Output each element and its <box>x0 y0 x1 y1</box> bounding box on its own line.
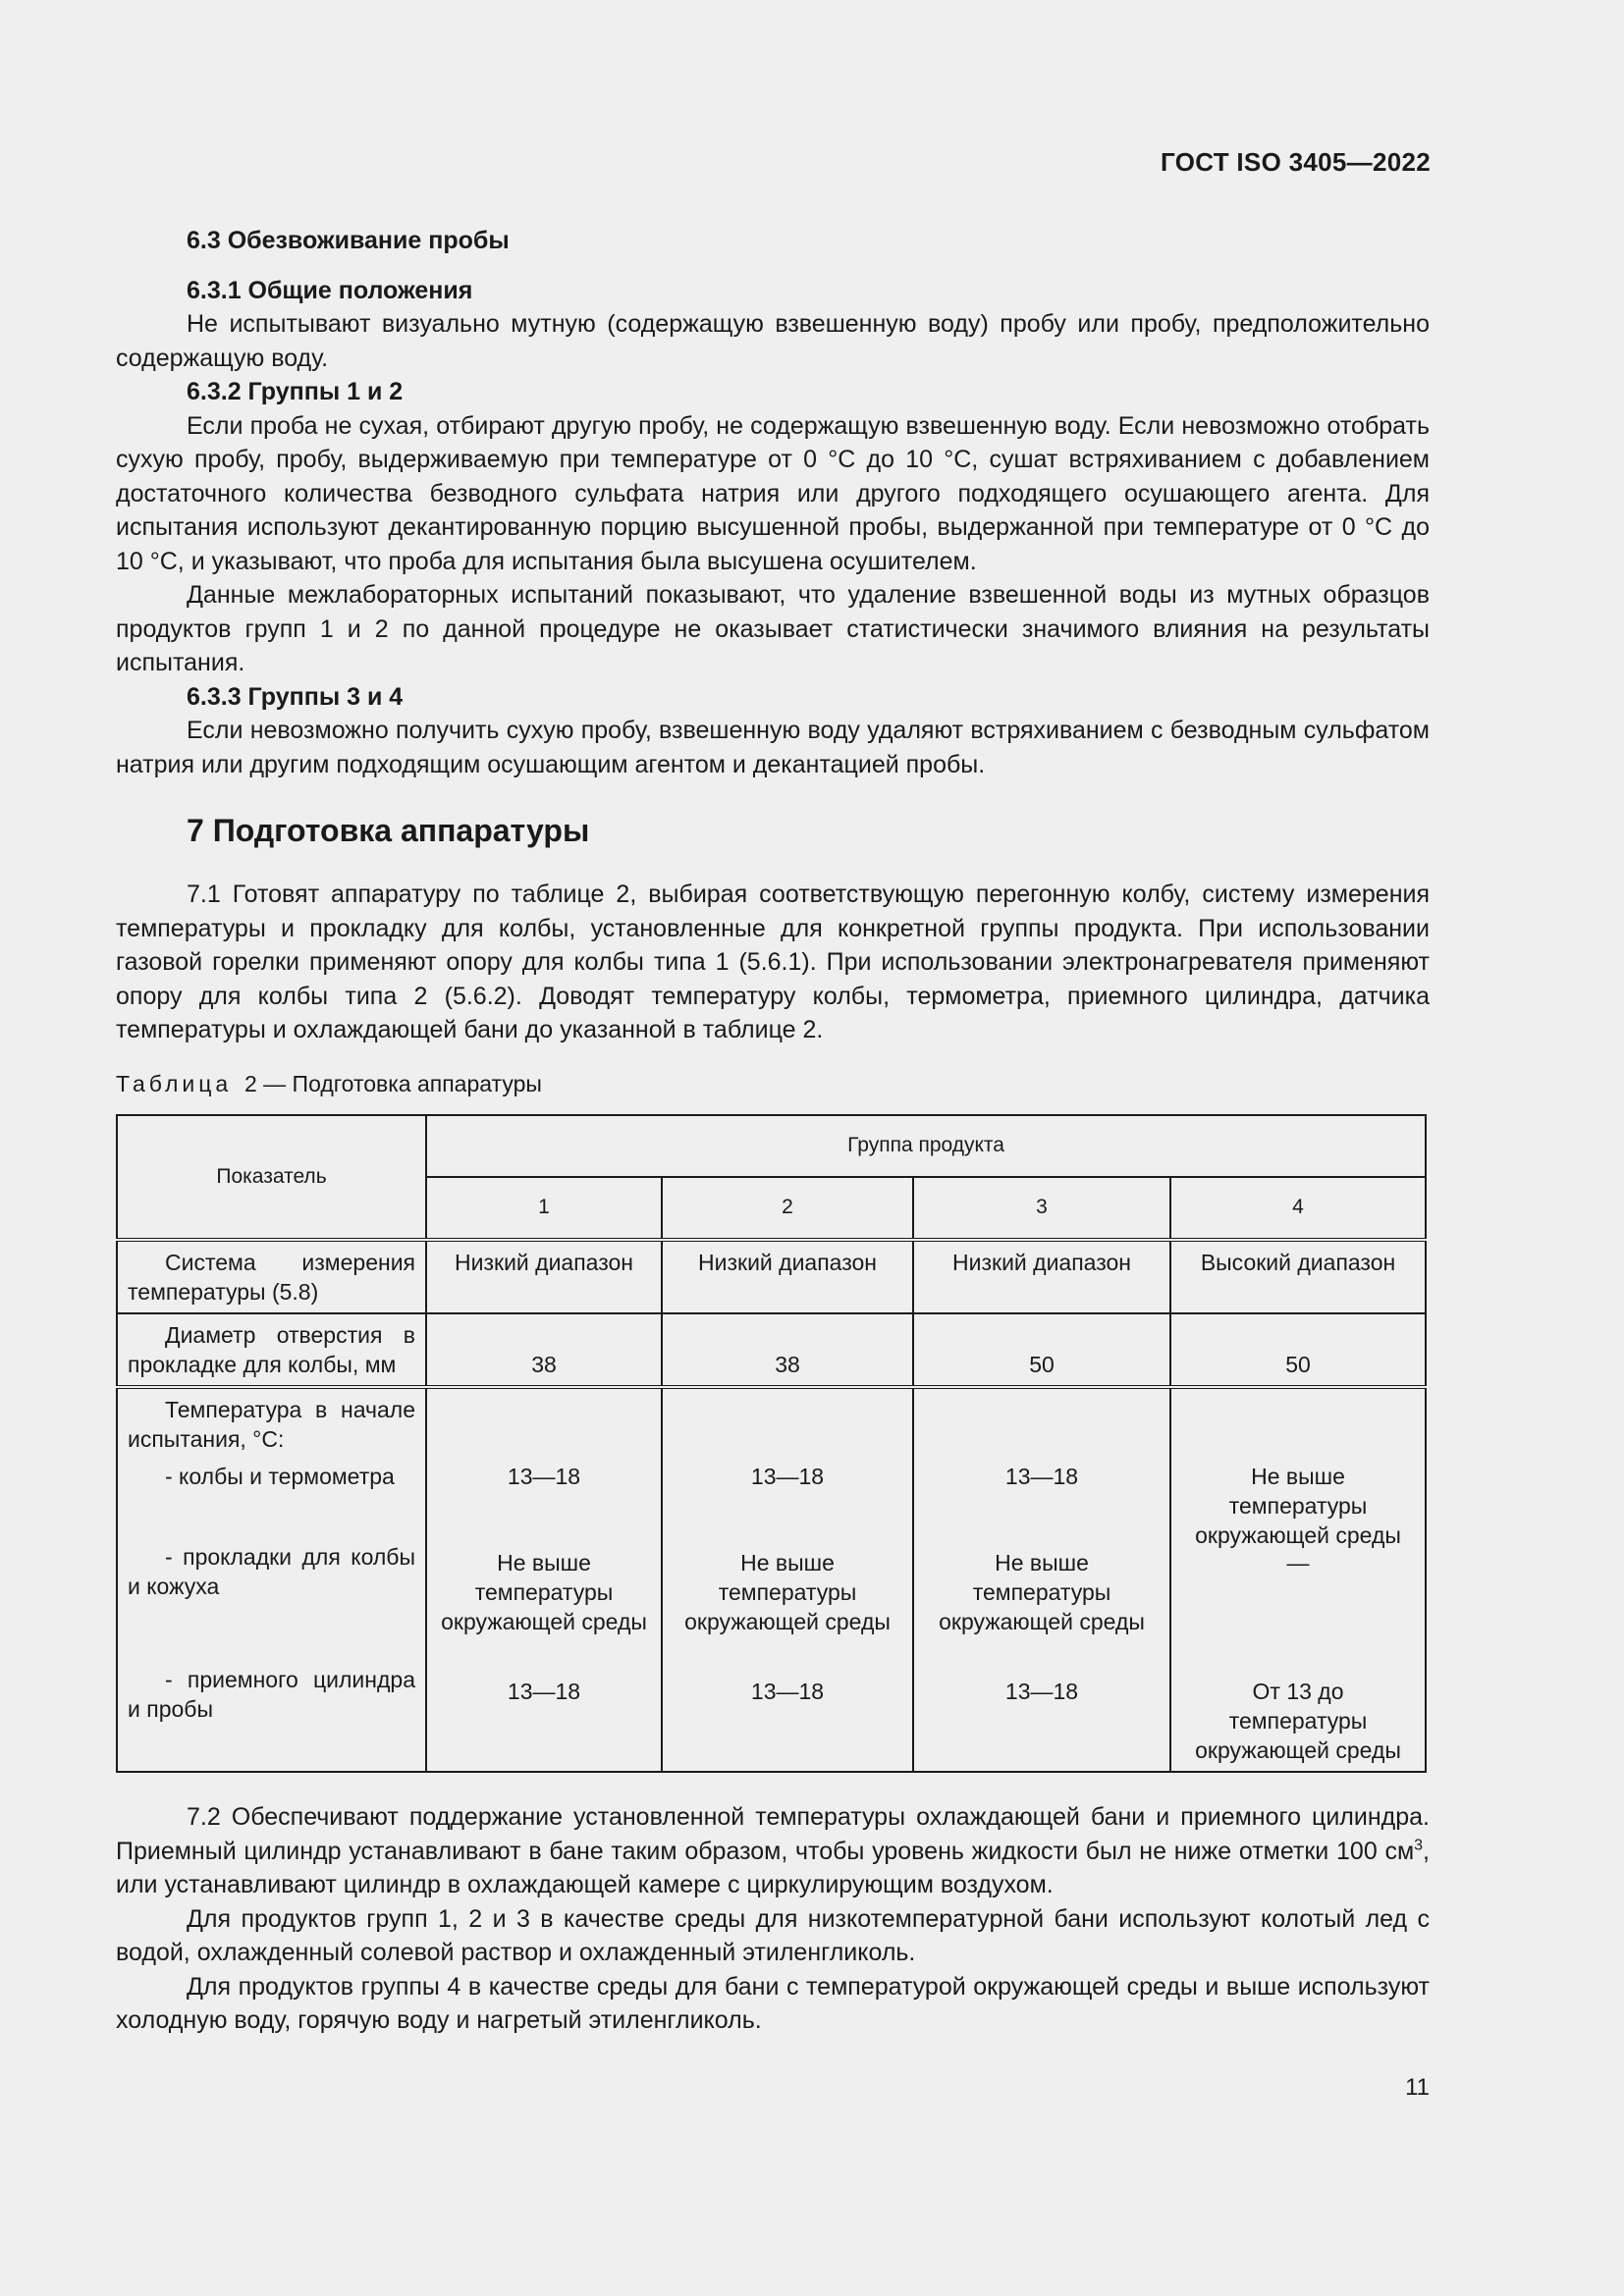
header-product-group: Группа продукта <box>426 1115 1426 1177</box>
header-group-1: 1 <box>426 1177 662 1240</box>
row-temp-g3 <box>913 1387 1170 1772</box>
section-6-3-3-paragraph: Если невозможно получить сухую пробу, взвешенную воду удаляют встряхиванием с безводным сульфатом натрия или другим подходящим осушающим агентом и декантацией пробы. <box>116 717 1430 778</box>
temp-sub1-g2: 13—18 <box>750 1464 825 1489</box>
header-group-4: 4 <box>1170 1177 1426 1240</box>
table-row <box>117 1313 1426 1387</box>
temp-sub2-g2: Не выше температуры окружающей среды <box>684 1550 891 1634</box>
section-6-3-3-title: 6.3.3 Группы 3 и 4 <box>187 682 404 711</box>
apparatus-table <box>116 1114 1427 1773</box>
temp-sub3-g2: 13—18 <box>750 1679 825 1704</box>
section-6-3-2-paragraph-1: Если проба не сухая, отбирают другую пробу, не содержащую взвешенную воду. Если невозможно отобрать сухую пробу, пробу, выдерживаемую при температуре от 0 °С до 10 °С, сушат встряхиванием с добавлением достаточного количества безводного сульфата натрия или другого подходящего осушающего агента. Для испытания используют декантированную порцию высушенной пробы, выдержанной при температуре от 0 °С до 10 °С, и указывают, что проба для испытания была высушена осушителем. <box>116 411 1430 575</box>
page-number: 11 <box>1405 2074 1430 2101</box>
row-diameter-g1: 38 <box>426 1313 662 1387</box>
table-caption <box>116 1067 1430 1101</box>
table-header-row <box>117 1115 1426 1177</box>
section-6-3-2-paragraph-2: Данные межлабораторных испытаний показывают, что удаление взвешенной воды из мутных образцов продуктов групп 1 и 2 по данной процедуре не оказывает статистически значимого влияния на результаты испытания. <box>116 581 1430 676</box>
temp-sub3-g1: 13—18 <box>507 1679 581 1704</box>
section-7-1-paragraph: 7.1 Готовят аппаратуру по таблице 2, выбирая соответствующую перегонную колбу, систему измерения температуры и прокладку для колбы, установленные для конкретной группы продукта. При использовании газовой горелки применяют опору для колбы типа 1 (5.6.1). При использовании электронагревателя применяют опору для колбы типа 2 (5.6.2). Доводят температуру колбы, термометра, приемного цилиндра, датчика температуры и охлаждающей бани до указанной в таблице 2. <box>116 881 1430 1043</box>
temp-sub1-label: - колбы и термометра <box>165 1464 395 1489</box>
row-temp-label <box>117 1387 426 1772</box>
temp-sub2-g3: Не выше температуры окружающей среды <box>939 1550 1145 1634</box>
section-6-3-2-title: 6.3.2 Группы 1 и 2 <box>187 378 404 405</box>
row-temp-g4 <box>1170 1387 1426 1772</box>
row-diameter-g4: 50 <box>1170 1313 1426 1387</box>
row-system-g1: Низкий диапазон <box>426 1240 662 1313</box>
header-group-3: 3 <box>913 1177 1170 1240</box>
table-caption-label: Таблица <box>116 1070 233 1096</box>
temp-sub1-g1: 13—18 <box>507 1464 581 1489</box>
temp-sub1-g4: Не выше температуры окружающей среды <box>1195 1464 1401 1548</box>
table-caption-text: 2 — Подготовка аппаратуры <box>244 1070 542 1096</box>
table-row <box>117 1387 1426 1772</box>
row-temp-g2 <box>662 1387 913 1772</box>
section-6-3-1-paragraph: Не испытывают визуально мутную (содержащую взвешенную воду) пробу или пробу, предположительно содержащую воду. <box>116 310 1430 372</box>
section-7-2-paragraph: 7.2 Обеспечивают поддержание установленной температуры охлаждающей бани и приемного цилиндра. Приемный цилиндр устанавливают в бане таким образом, чтобы уровень жидкости был не ниже отметки 100 $см^3$, или устанавливают цилиндр в охлаждающей камере с циркулирующим воздухом. <box>116 1803 1430 1898</box>
section-6-3-1-title: 6.3.1 Общие положения <box>187 276 473 304</box>
header-indicator: Показатель <box>117 1115 426 1240</box>
page-content <box>116 224 1430 2038</box>
section-7-2-paragraph-2: Для продуктов групп 1, 2 и 3 в качестве среды для низкотемпературной бани используют колотый лед с водой, охлажденный солевой раствор и охлажденный этиленгликоль. <box>116 1904 1430 1966</box>
temp-sub2-g1: Не выше температуры окружающей среды <box>441 1550 647 1634</box>
standard-code: ГОСТ ISO 3405—2022 <box>1161 147 1431 177</box>
temp-sub3-g3: 13—18 <box>1004 1679 1079 1704</box>
row-system-g4: Высокий диапазон <box>1170 1240 1426 1313</box>
header-group-2: 2 <box>662 1177 913 1240</box>
row-diameter-g3: 50 <box>913 1313 1170 1387</box>
temp-label-main: Температура в начале испытания, °С: <box>128 1397 415 1452</box>
table-row <box>117 1240 1426 1313</box>
section-7-title: 7 Подготовка аппаратуры <box>187 813 590 848</box>
temp-sub3-g4: От 13 до температуры окружающей среды <box>1195 1679 1401 1763</box>
temp-sub1-g3: 13—18 <box>1004 1464 1079 1489</box>
temp-sub2-label: - прокладки для колбы и кожуха <box>128 1544 415 1599</box>
temp-sub2-g4: — <box>1286 1550 1310 1575</box>
temp-sub3-label: - приемного цилиндра и пробы <box>128 1667 415 1722</box>
row-temp-g1 <box>426 1387 662 1772</box>
section-7-2-paragraph-3: Для продуктов группы 4 в качестве среды для бани с температурой окружающей среды и выше используют холодную воду, горячую воду и нагретый этиленгликоль. <box>116 1972 1430 2034</box>
section-6-3-title: 6.3 Обезвоживание пробы <box>187 227 510 254</box>
row-system-label: Система измерения температуры (5.8) <box>117 1240 426 1313</box>
row-diameter-label: Диаметр отверстия в прокладке для колбы, мм <box>117 1313 426 1387</box>
row-system-g3: Низкий диапазон <box>913 1240 1170 1313</box>
row-diameter-g2: 38 <box>662 1313 913 1387</box>
row-system-g2: Низкий диапазон <box>662 1240 913 1313</box>
